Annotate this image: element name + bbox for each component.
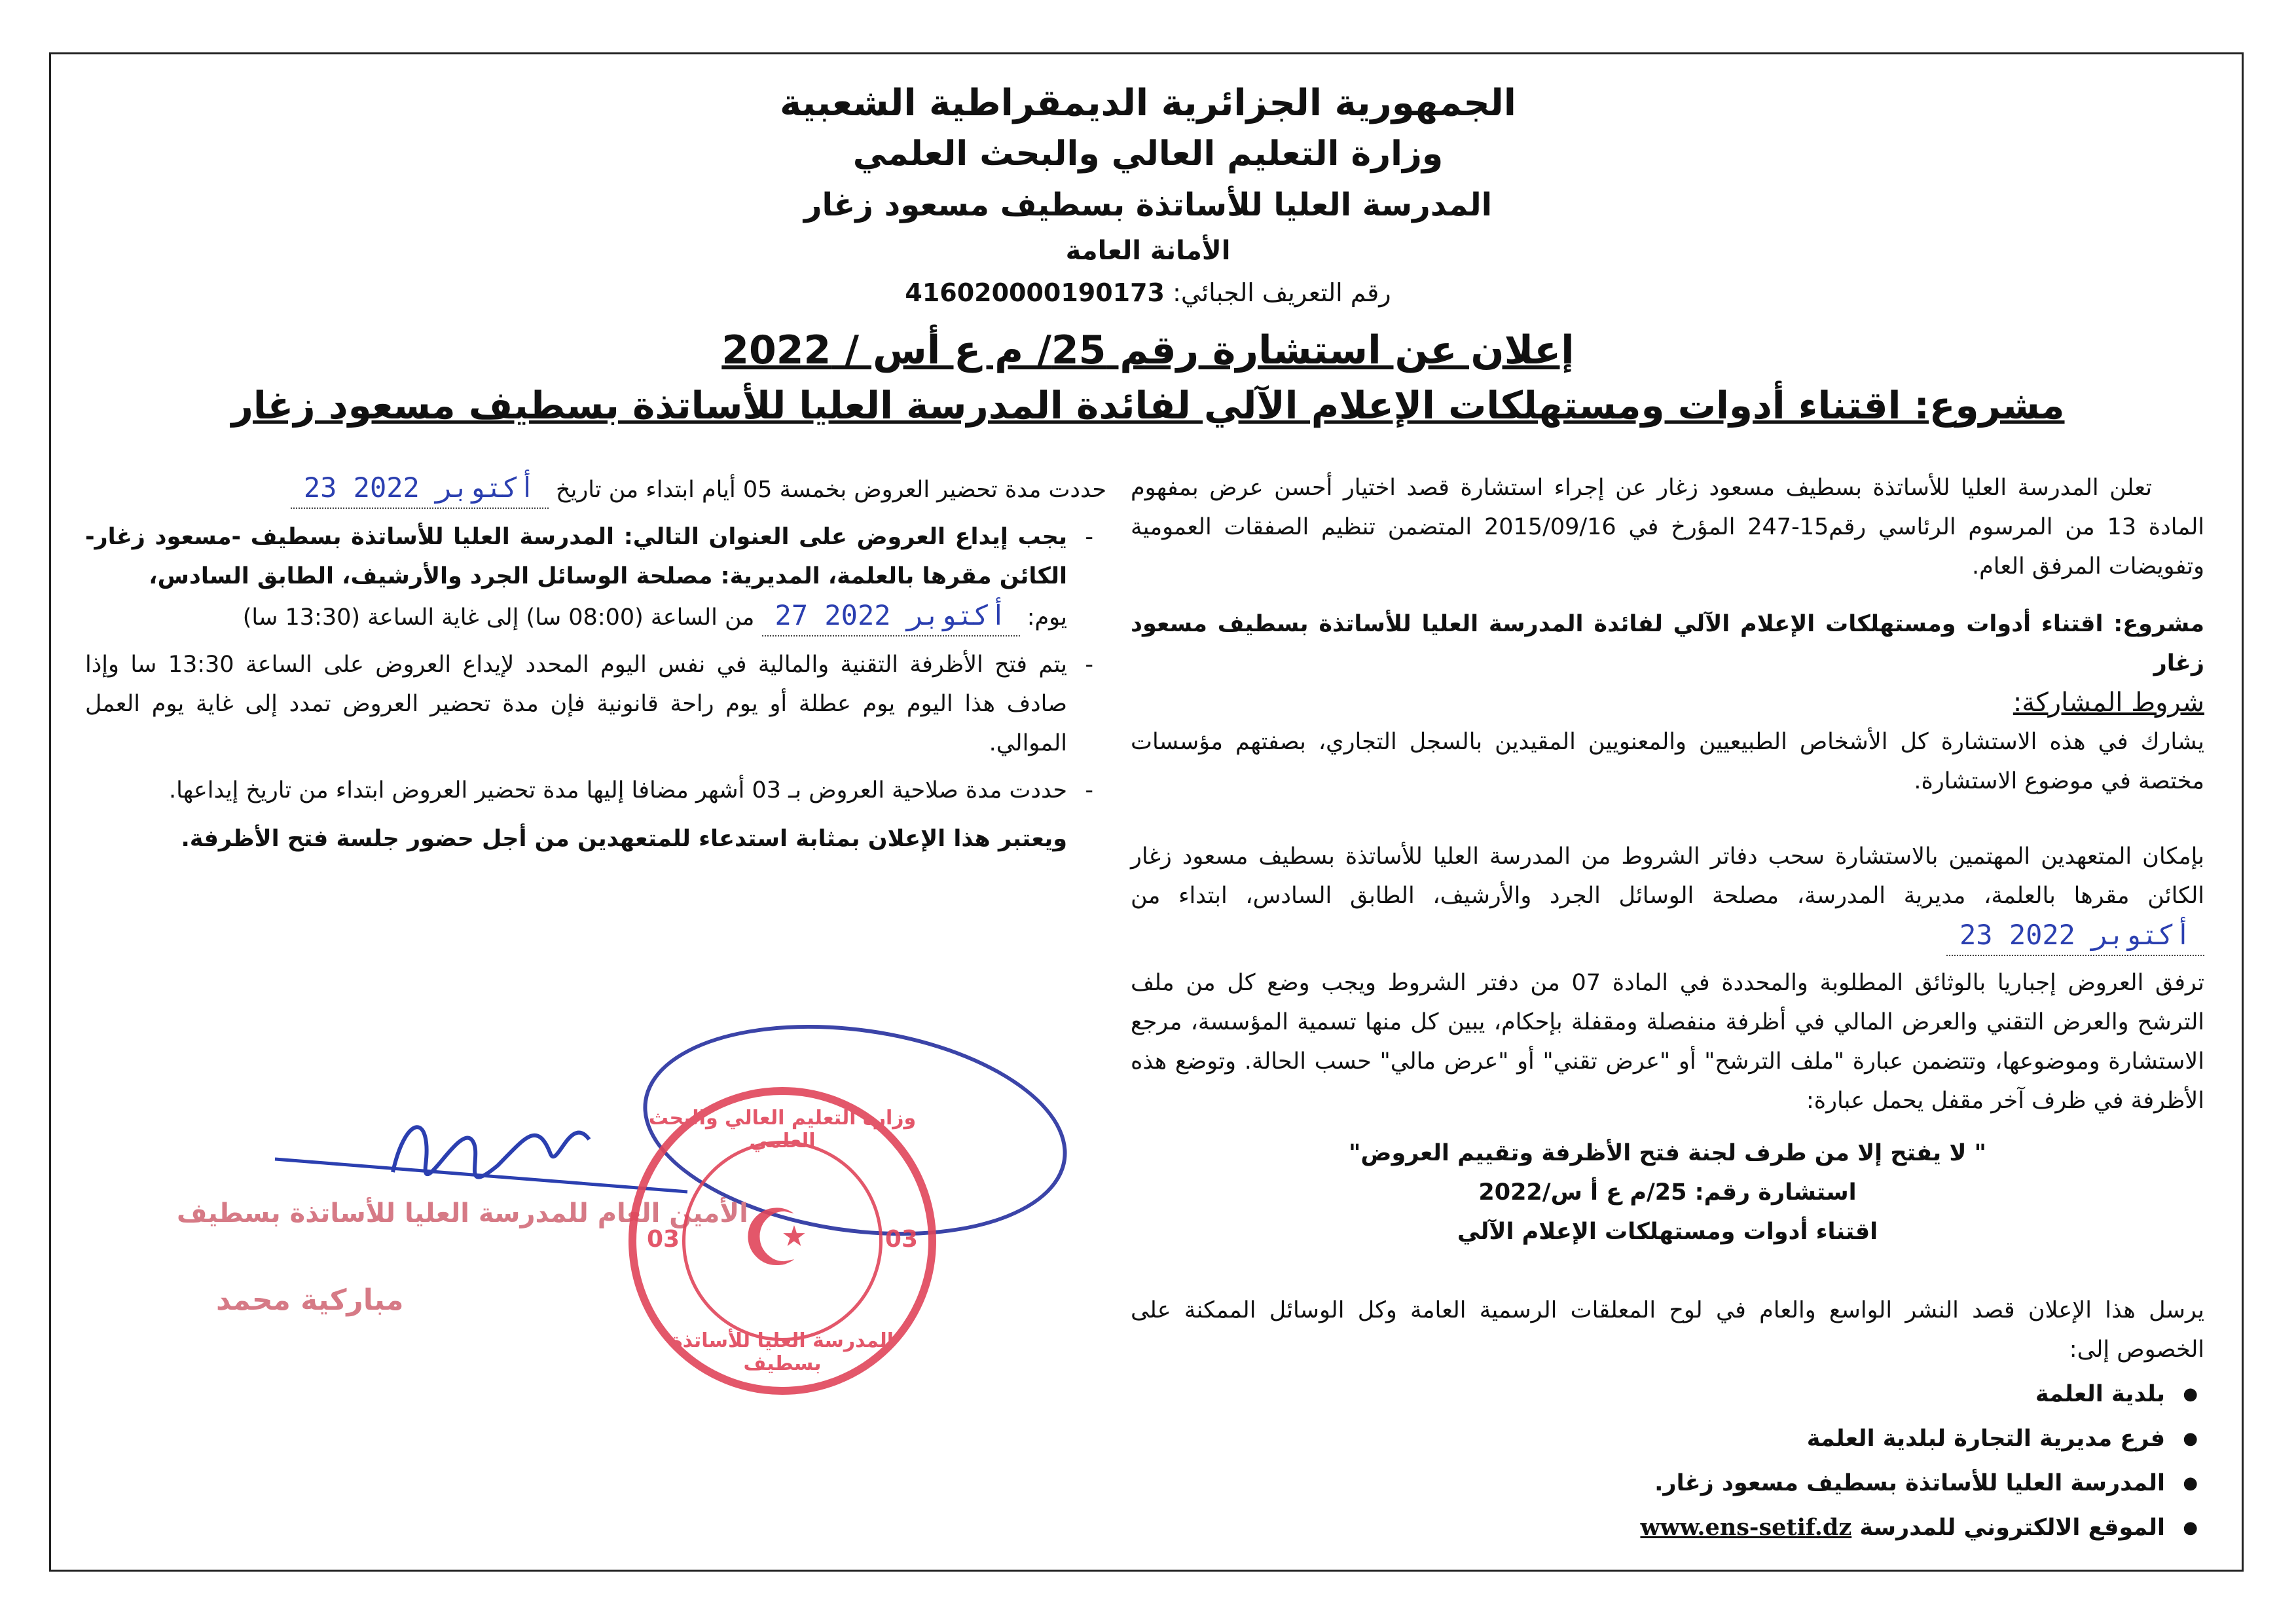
stamp-number-left: 03 <box>647 1226 680 1253</box>
conditions-heading: شروط المشاركة: <box>2013 688 2204 718</box>
tax-id <box>0 278 2296 307</box>
publish-paragraph: يرسل هذا الإعلان قصد النشر الواسع والعام في لوح المعلقات الرسمية العامة وكل الوسائل الممكنة على الخصوص إلى: <box>1131 1297 2204 1363</box>
withdraw-paragraph <box>1131 837 2204 957</box>
deposit-item <box>85 517 1067 637</box>
deposit-day-label: يوم: <box>1027 604 1067 631</box>
republic-heading: الجمهورية الجزائرية الديمقراطية الشعبية <box>780 82 1516 124</box>
recipient-item: ● بلدية العلمة <box>1131 1375 2165 1414</box>
signatory-title: الأمين العام للمدرسة العليا للأساتذة بسطيف <box>177 1198 748 1228</box>
docs-paragraph: ترفق العروض إجباريا بالوثائق المطلوبة والمحددة في المادة 07 من دفتر الشروط ويجب وضع كل من ملف الترشح والعرض التقني والعرض المالي في أظرفة منفصلة ومقفلة بإحكام، يبين كل منها تسمية المؤسسة، مرجع الاستشارة وموضوعها، وتتضمن عبارة "ملف الترشح" أو "عرض تقني" أو "عرض مالي" حسب الحالة. وتوضع هذه الأظرفة في ظرف آخر مقفل يحمل عبارة: <box>1131 970 2204 1114</box>
official-stamp <box>629 1087 936 1395</box>
opening-item: - يتم فتح الأظرفة التقنية والمالية في نفس اليوم المحدد لإيداع العروض على الساعة 13:30 سا وإذا صادف هذا اليوم يوم عطلة أو يوم راحة قانونية فإن مدة تحضير العروض تمدد إلى غاية يوم العمل الموالي. <box>85 645 1067 763</box>
withdraw-date: 23 أكتوبر 2022 <box>1946 915 2204 956</box>
signatory-name: مباركية محمد <box>216 1283 404 1317</box>
deposit-date: 27 أكتوبر 2022 <box>762 596 1020 637</box>
recipients-list <box>1131 1375 2204 1547</box>
conditions-list <box>85 517 1106 810</box>
prep-paragraph <box>85 468 1106 509</box>
announcement-title: إعلان عن استشارة رقم 25/ م ع أس / 2022 <box>721 327 1575 373</box>
right-column <box>1131 468 2204 1553</box>
prep-date: 23 أكتوبر 2022 <box>291 468 549 509</box>
project-paragraph: مشروع: اقتناء أدوات ومستهلكات الإعلام الآلي لفائدة المدرسة العليا للأساتذة بسطيف مسعود زغار <box>1131 611 2204 676</box>
envelope-line3: اقتناء أدوات ومستهلكات الإعلام الآلي <box>1457 1219 1878 1245</box>
project-title: مشروع: اقتناء أدوات ومستهلكات الإعلام الآلي لفائدة المدرسة العليا للأساتذة بسطيف مسعود زغار <box>231 383 2065 428</box>
intro-paragraph: تعلن المدرسة العليا للأساتذة بسطيف مسعود زغار عن إجراء استشارة قصد اختيار أحسن عرض بمفهوم المادة 13 من المرسوم الرئاسي رقم15-247 المؤرخ في 2015/09/16 المتضمن تنظيم الصفقات العمومية وتفويضات المرفق العام. <box>1131 475 2205 580</box>
crescent-star-icon: ☪ <box>741 1193 812 1284</box>
notice-paragraph: ويعتبر هذا الإعلان بمثابة استدعاء للمتعهدين من أجل حضور جلسة فتح الأظرفة. <box>181 826 1067 852</box>
stamp-top-text: وزارة التعليم العالي والبحث العلمي <box>648 1107 917 1153</box>
stamp-number-right: 03 <box>884 1226 918 1253</box>
left-column <box>85 468 1106 858</box>
secretariat-heading: الأمانة العامة <box>1065 236 1231 266</box>
tax-id-label: رقم التعريف الجبائي: <box>1173 278 1391 307</box>
envelope-line1: " لا يفتح إلا من طرف لجنة فتح الأظرفة وتقييم العروض" <box>1349 1140 1986 1166</box>
recipient-item: ● المدرسة العليا للأساتذة بسطيف مسعود زغار. <box>1131 1464 2165 1503</box>
withdraw-text: بإمكان المتعهدين المهتمين بالاستشارة سحب دفاتر الشروط من المدرسة العليا للأساتذة بسطيف مسعود زغار الكائن مقرها بالعلمة، مديرية المدرسة، مصلحة الوسائل الجرد والأرشيف، الطابق السادس، ابتداء من <box>1131 843 2204 909</box>
stamp-bottom-text: المدرسة العليا للأساتذة بسطيف <box>670 1329 894 1375</box>
envelope-label <box>1131 1134 2204 1251</box>
recipient-item <box>1131 1508 2165 1547</box>
envelope-line2: استشارة رقم: 25/م ع أ س/2022 <box>1478 1179 1857 1206</box>
website-link[interactable]: www.ens-setif.dz <box>1640 1514 1852 1541</box>
school-heading: المدرسة العليا للأساتذة بسطيف مسعود زغار <box>803 187 1493 223</box>
prep-text: حددت مدة تحضير العروض بخمسة 05 أيام ابتداء من تاريخ <box>555 477 1106 503</box>
recipient-website-label: الموقع الالكتروني للمدرسة <box>1859 1515 2165 1541</box>
conditions-paragraph: يشارك في هذه الاستشارة كل الأشخاص الطبيعيين والمعنويين المقيدين بالسجل التجاري، بصفتهم مؤسسات مختصة في موضوع الاستشارة. <box>1131 729 2204 794</box>
deposit-text: يجب إيداع العروض على العنوان التالي: المدرسة العليا للأساتذة بسطيف -مسعود زغار- الكائن مقرها بالعلمة، المديرية: مصلحة الوسائل الجرد والأرشيف، الطابق السادس، <box>85 524 1067 589</box>
deposit-hours: من الساعة (08:00 سا) إلى غاية الساعة (13:30 سا) <box>242 604 755 631</box>
recipient-item: ● فرع مديرية التجارة لبلدية العلمة <box>1131 1419 2165 1458</box>
tax-id-value: 416020000190173 <box>905 278 1165 307</box>
ministry-heading: وزارة التعليم العالي والبحث العلمي <box>852 134 1444 174</box>
validity-item: - حددت مدة صلاحية العروض بـ 03 أشهر مضافا إليها مدة تحضير العروض ابتداء من تاريخ إيداعها. <box>85 771 1067 810</box>
